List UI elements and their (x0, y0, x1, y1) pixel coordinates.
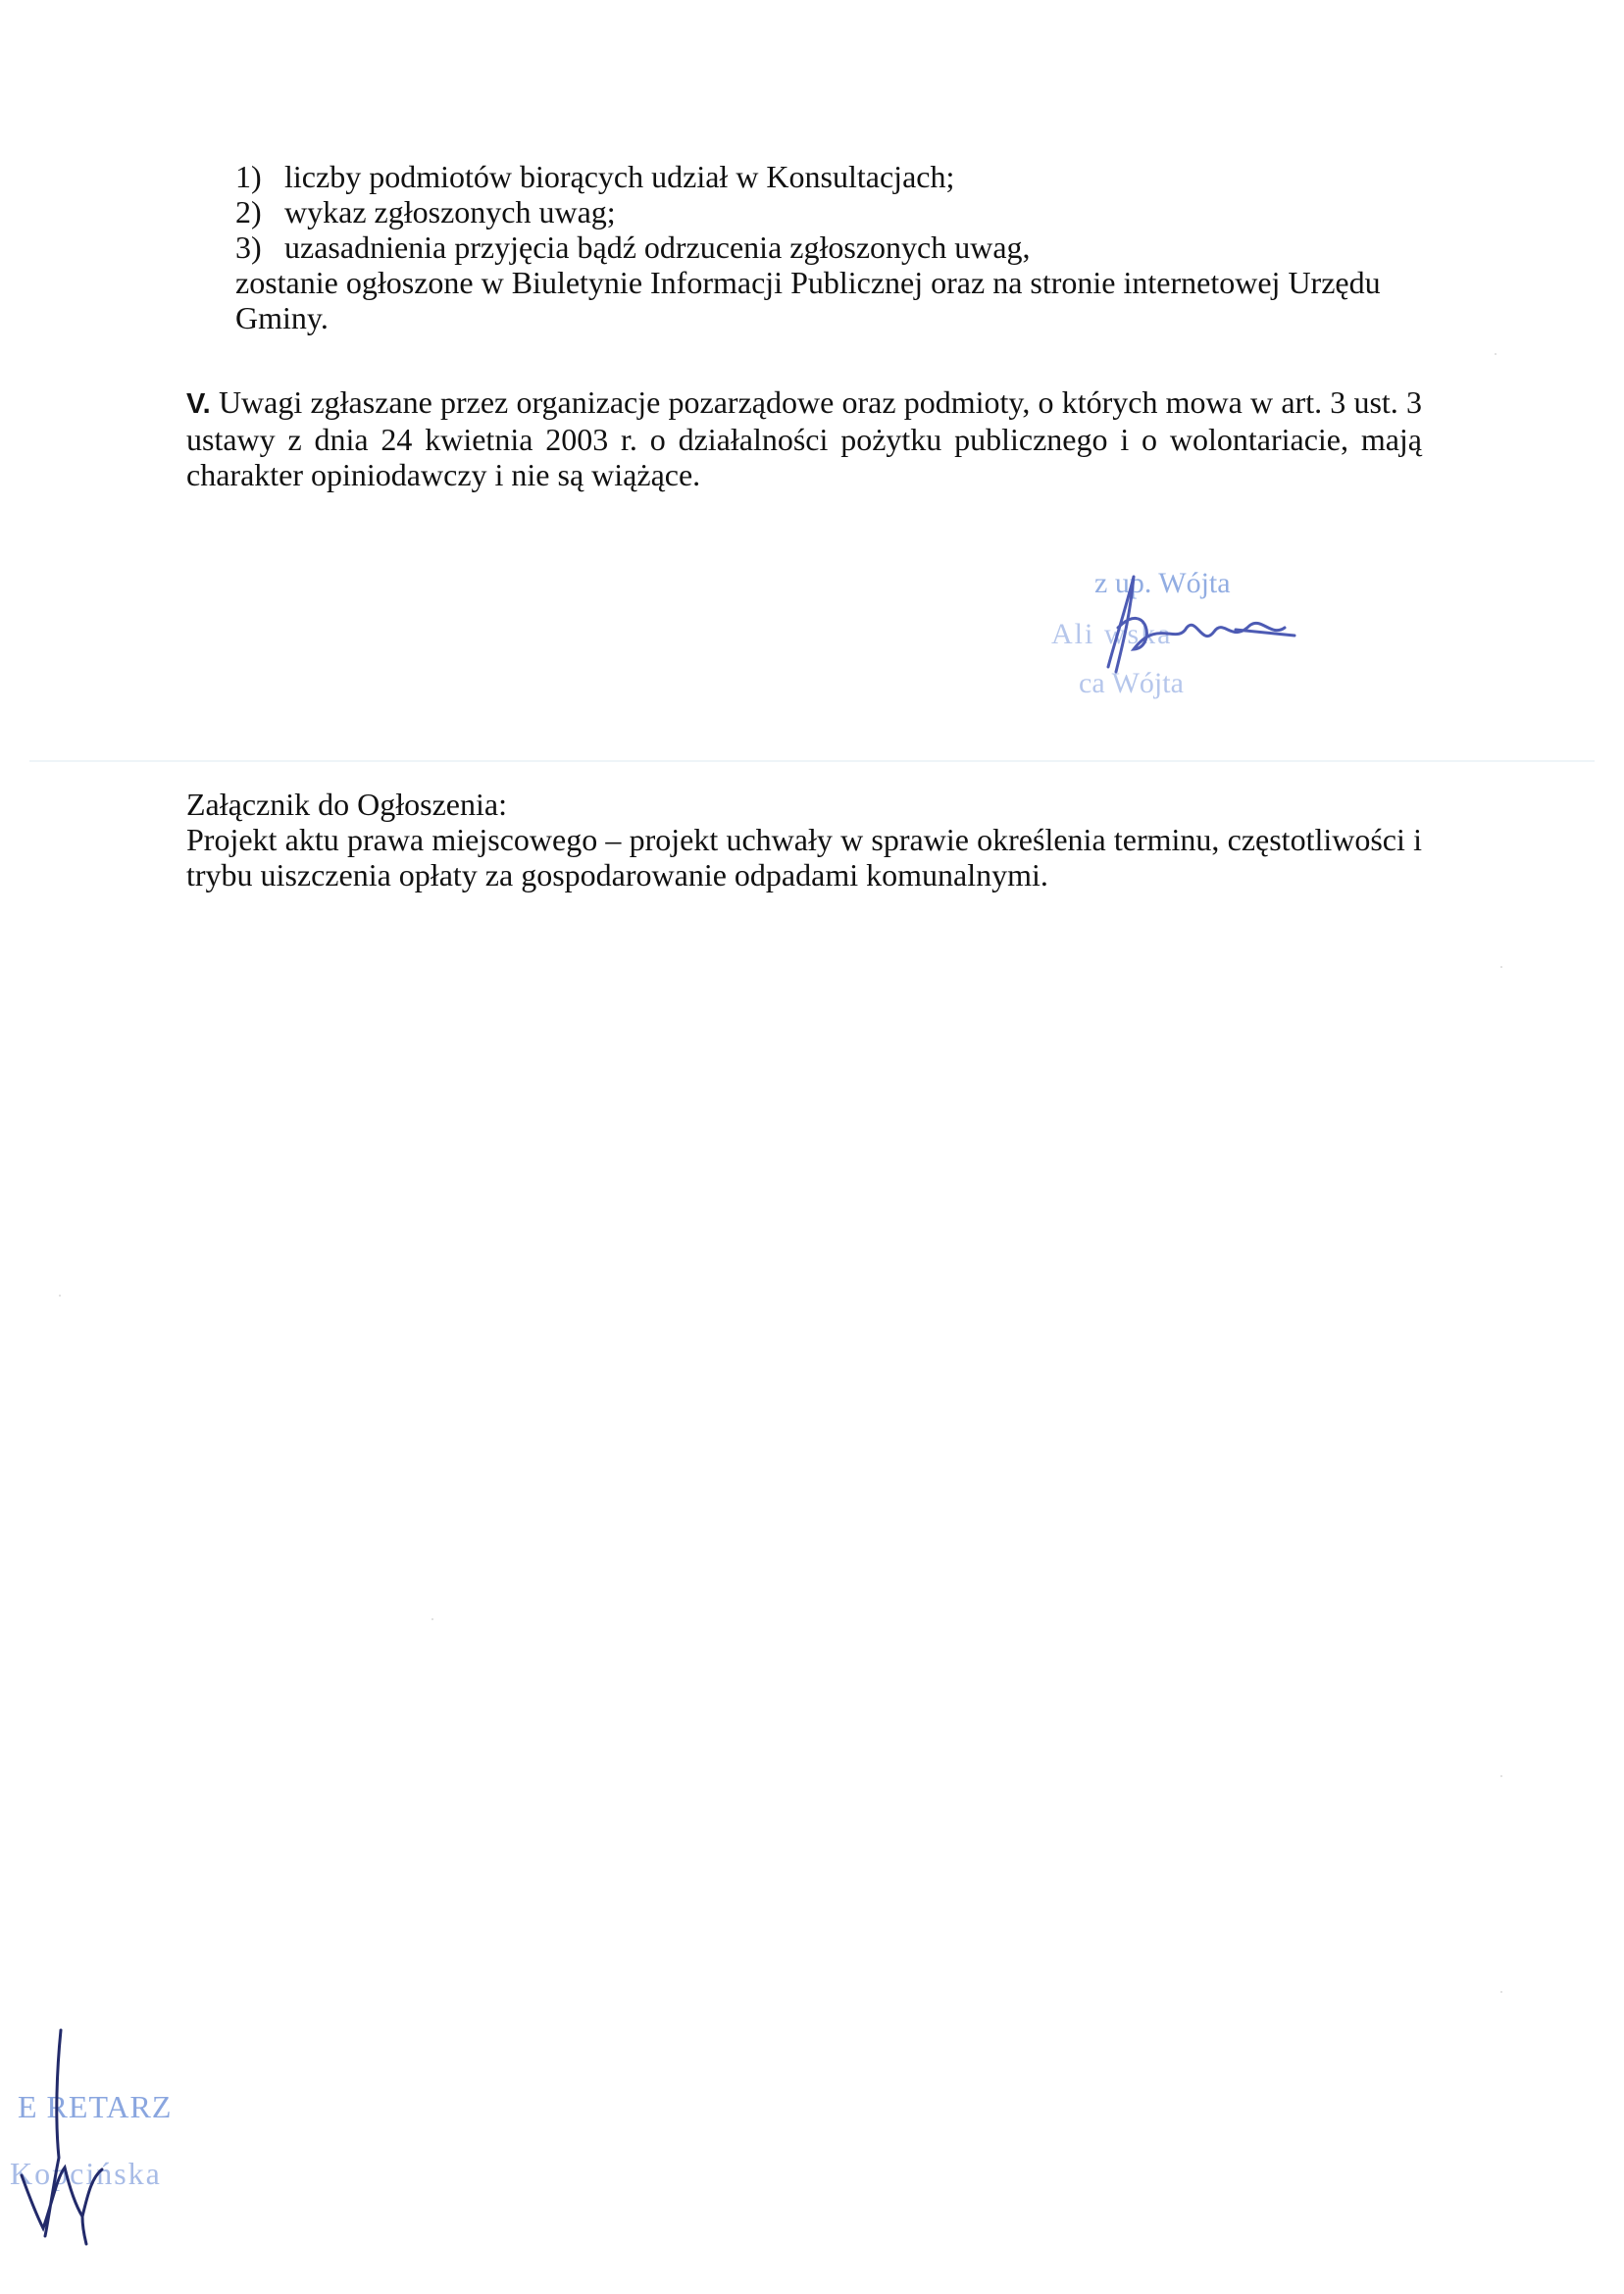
attachment-body: Projekt aktu prawa miejscowego – projekt uchwały w sprawie określenia terminu, częstotliwości i trybu uiszczenia opłaty za gospodarowanie odpadami komunalnymi. (186, 822, 1422, 892)
scan-speck (1500, 966, 1502, 968)
section-v-paragraph (186, 384, 1422, 492)
attachment-block (186, 787, 1422, 892)
list-text: liczby podmiotów biorących udział w Konsultacjach; (284, 159, 955, 194)
list-text: wykaz zgłoszonych uwag; (284, 194, 616, 229)
list-item (235, 194, 1422, 229)
list-tail-text: zostanie ogłoszone w Biuletynie Informacji Publicznej oraz na stronie internetowej Urzędu Gminy. (235, 265, 1381, 335)
stamp-line-2: Ali wska (1051, 618, 1173, 650)
section-v-text: Uwagi zgłaszane przez organizacje pozarządowe oraz podmioty, o których mowa w art. 3 ust. 3 ustawy z dnia 24 kwietnia 2003 r. o działalności pożytku publicznego i o wolontariacie, mają charakter opiniodawczy i nie są wiążące. (186, 384, 1422, 492)
scan-speck (1500, 1991, 1502, 1993)
section-number: V. (186, 388, 211, 420)
list-item (235, 159, 1422, 194)
page-divider (29, 760, 1595, 762)
scan-speck (431, 1618, 433, 1620)
handwritten-initials-icon (0, 2011, 294, 2246)
results-list (235, 159, 1422, 335)
scan-speck (59, 1295, 61, 1297)
handwritten-signature-icon (1040, 559, 1324, 716)
scan-speck (1500, 1775, 1502, 1777)
list-number: 2) (235, 194, 262, 229)
secretary-stamp-line-2: Kopcińska (10, 2156, 162, 2191)
stamp-line-3: ca Wójta (1079, 667, 1184, 699)
list-number: 1) (235, 159, 262, 194)
list-text: uzasadnienia przyjęcia bądź odrzucenia zgłoszonych uwag, (284, 229, 1031, 265)
secretary-stamp-line-1: E RETARZ (18, 2089, 173, 2124)
list-number: 3) (235, 229, 262, 265)
attachment-heading: Załącznik do Ogłoszenia: (186, 787, 507, 822)
list-item (235, 229, 1422, 265)
signature-stamp (1040, 559, 1324, 716)
secretary-stamp (0, 2011, 294, 2246)
stamp-line-1: z up. Wójta (1094, 567, 1231, 599)
scan-speck (1495, 353, 1497, 355)
